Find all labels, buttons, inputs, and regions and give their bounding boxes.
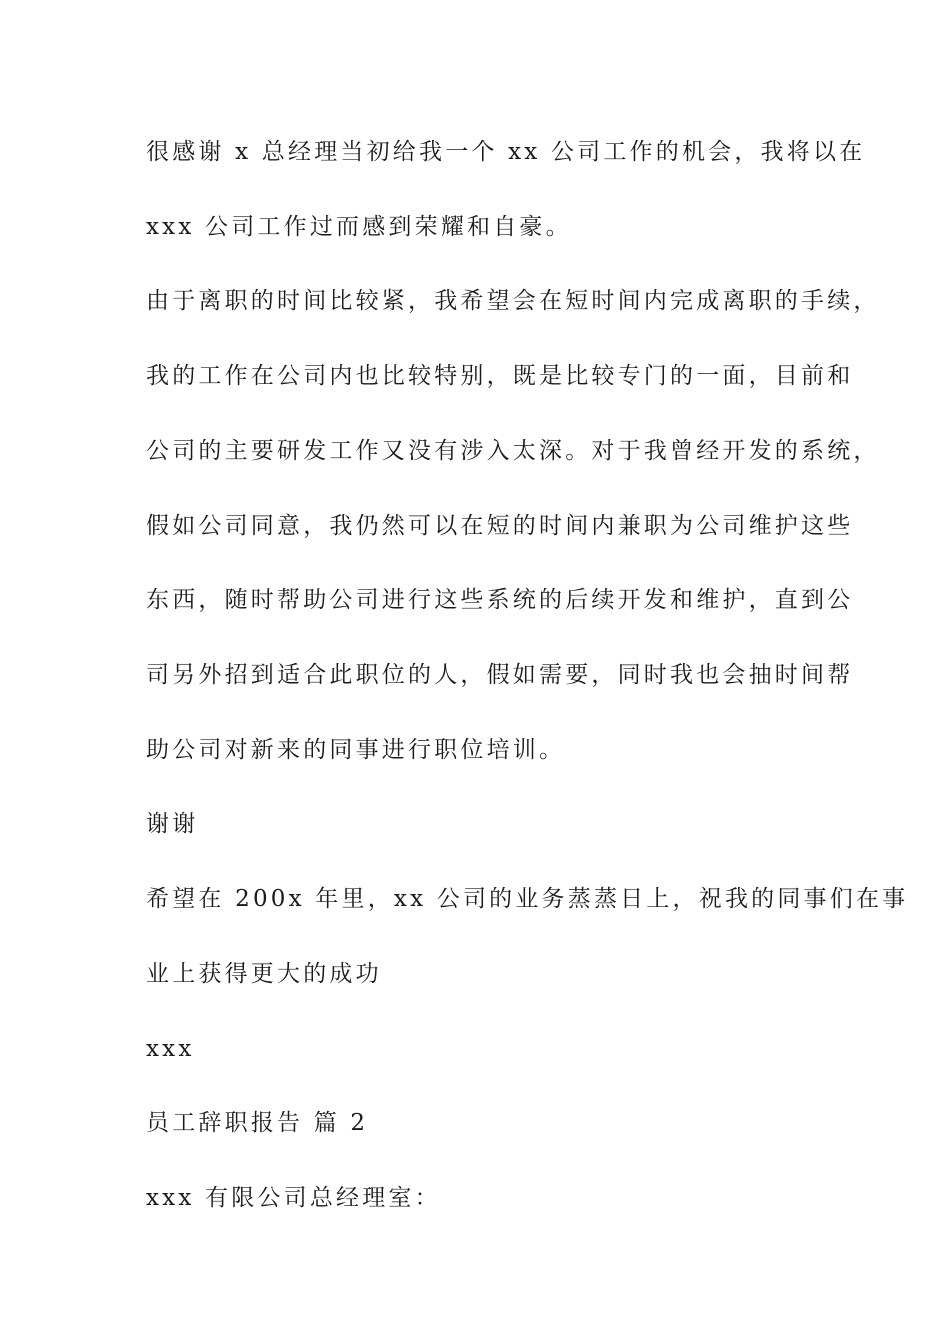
paragraph-line-9: 助公司对新来的同事进行职位培训。	[146, 737, 566, 763]
paragraph-line-8: 司另外招到适合此职位的人，假如需要，同时我也会抽时间帮	[146, 662, 854, 688]
wish-line-1: 希望在 200x 年里，xx 公司的业务蒸蒸日上，祝我的同事们在事	[146, 886, 909, 912]
paragraph-line-4: 我的工作在公司内也比较特别，既是比较专门的一面，目前和	[146, 363, 854, 389]
paragraph-line-2: xxx 公司工作过而感到荣耀和自豪。	[146, 214, 572, 240]
thanks-line: 谢谢	[146, 811, 199, 837]
wish-line-2: 业上获得更大的成功	[146, 961, 382, 987]
paragraph-line-3: 由于离职的时间比较紧，我希望会在短时间内完成离职的手续，	[146, 288, 880, 314]
section-heading: 员工辞职报告 篇 2	[146, 1110, 369, 1136]
signature-line: xxx	[146, 1036, 195, 1062]
paragraph-line-6: 假如公司同意，我仍然可以在短的时间内兼职为公司维护这些	[146, 513, 854, 539]
paragraph-line-7: 东西，随时帮助公司进行这些系统的后续开发和维护，直到公	[146, 587, 854, 613]
paragraph-line-5: 公司的主要研发工作又没有涉入太深。对于我曾经开发的系统，	[146, 438, 880, 464]
paragraph-line-1: 很感谢 x 总经理当初给我一个 xx 公司工作的机会，我将以在	[146, 139, 866, 165]
recipient-line: xxx 有限公司总经理室：	[146, 1185, 441, 1211]
